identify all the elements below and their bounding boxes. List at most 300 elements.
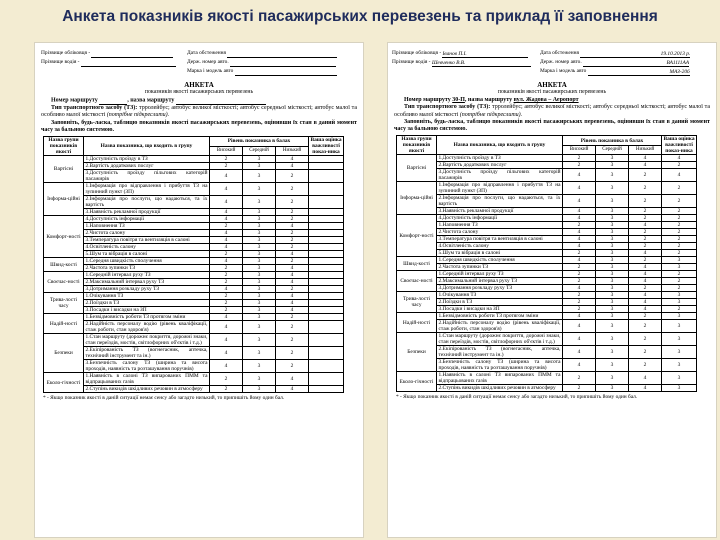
level-high: 2 xyxy=(563,278,596,285)
level-high: 4 xyxy=(563,320,596,333)
route-number-field[interactable]: 30-П xyxy=(452,97,465,103)
driver-field[interactable]: Шевченко В.В. xyxy=(432,59,531,67)
indicator-name: 2.Ступінь викидів шкідливих речовин в атмосферу xyxy=(84,386,210,393)
level-low: 2 xyxy=(629,169,662,182)
importance-field[interactable] xyxy=(309,216,344,223)
level-low: 2 xyxy=(276,321,309,334)
importance-field[interactable]: 4 xyxy=(662,169,697,182)
level-high: 2 xyxy=(563,222,596,229)
table-row xyxy=(397,372,697,385)
level-mid: 3 xyxy=(596,285,629,292)
group-name: Вартісні xyxy=(44,156,84,183)
importance-field[interactable]: 3 xyxy=(662,292,697,299)
table-row xyxy=(44,347,344,360)
indicator-name: 3.Посадки і висадки на ЗП xyxy=(437,306,563,313)
indicator-name: 1.Інформація про відправлення і прибуття ТЗ на зупинний пункт (ЗП) xyxy=(85,183,208,196)
importance-field[interactable] xyxy=(309,286,344,293)
footnote: * - Якщо показник якості в даній ситуації немає сенсу або загадто низький, то припишіть йому один бал. xyxy=(396,394,638,401)
table-row xyxy=(44,183,344,196)
importance-field[interactable]: 3 xyxy=(662,257,697,264)
table-row xyxy=(397,243,697,250)
level-mid: 3 xyxy=(596,236,629,243)
table-row xyxy=(44,163,344,170)
level-mid: 3 xyxy=(596,182,629,195)
importance-field[interactable] xyxy=(309,163,344,170)
level-mid: 3 xyxy=(596,222,629,229)
indicator-name: 1.Стан маршруту (дорожнє покриття, дорожні знаки, стан переїздів, мостів, світлофорних об'єктів і т.д.) xyxy=(438,333,561,346)
indicator-name: 3.Температура повітря та вентиляція в салоні xyxy=(84,237,210,244)
table-row xyxy=(44,156,344,163)
level-high: 2 xyxy=(563,155,596,162)
level-high: 2 xyxy=(563,292,596,299)
level-low: 2 xyxy=(276,230,309,237)
date-field[interactable] xyxy=(227,50,337,58)
level-mid: 3 xyxy=(596,306,629,313)
level-high: 4 xyxy=(563,182,596,195)
level-low: 4 xyxy=(276,307,309,314)
plate-label: Держ. номер авто. xyxy=(540,59,582,65)
importance-field[interactable]: 2 xyxy=(662,182,697,195)
level-mid: 3 xyxy=(243,293,276,300)
instruction: Заповніть, будь-ласка, таблицю показників якості пасажирських перевезень, оцінивши їх стан в даний момент часу за бальною системою. xyxy=(394,118,710,133)
level-high: 4 xyxy=(563,208,596,215)
anketa-title: АНКЕТА xyxy=(537,81,567,89)
importance-field[interactable] xyxy=(309,347,344,360)
importance-field[interactable]: 2 xyxy=(662,250,697,257)
level-high: 2 xyxy=(563,271,596,278)
indicator-name: 2.Ступінь викидів шкідливих речовин в атмосферу xyxy=(437,385,563,392)
importance-field[interactable] xyxy=(309,265,344,272)
importance-field[interactable] xyxy=(309,196,344,209)
level-mid: 3 xyxy=(596,385,629,392)
table-row xyxy=(397,182,697,195)
level-low: 2 xyxy=(276,334,309,347)
header-high: Високий xyxy=(210,146,243,156)
level-high: 4 xyxy=(210,183,243,196)
importance-field[interactable]: 3 xyxy=(662,359,697,372)
table-row xyxy=(44,251,344,258)
plate-field[interactable]: ВА1111АА xyxy=(583,59,689,67)
level-low: 2 xyxy=(276,314,309,321)
level-mid: 3 xyxy=(596,195,629,208)
indicator-name: 2.Інформація про послуги, що надаються, та їх вартість xyxy=(438,195,561,208)
table-row xyxy=(44,360,344,373)
route-number-field[interactable] xyxy=(99,97,127,105)
instruction: Заповніть, будь-ласка, таблицю показників якості пасажирських перевезень, оцінивши їх стан в даний момент часу за бальною системою. xyxy=(41,119,357,133)
importance-field[interactable] xyxy=(309,223,344,230)
table-row xyxy=(44,258,344,265)
level-low: 2 xyxy=(276,347,309,360)
level-mid: 3 xyxy=(596,333,629,346)
indicator-name: 3.Безпечність салону ТЗ (ширина та висота проходів, наявність та розташування поручнів) xyxy=(85,360,208,373)
header-low: Низький xyxy=(629,145,662,155)
table-row xyxy=(397,195,697,208)
group-name: Своєчас-ності xyxy=(397,271,437,292)
table-row xyxy=(397,385,697,392)
route-name-field[interactable]: вул. Жадова – Аеропорт xyxy=(513,97,579,103)
date-field[interactable]: 19.10.2013 р. xyxy=(580,50,690,58)
plate-field[interactable] xyxy=(230,59,336,67)
indicator-name: 2.Надійність персоналу водію (рівень кваліфікації, стаж роботи, стан здоров'я) xyxy=(85,321,208,334)
route-label: Номер маршруту xyxy=(51,97,98,104)
indicator-name: 2.Поїздки в ТЗ xyxy=(437,299,563,306)
importance-field[interactable] xyxy=(309,230,344,237)
importance-field[interactable]: 2 xyxy=(662,285,697,292)
importance-field[interactable]: 2 xyxy=(662,243,697,250)
level-high: 4 xyxy=(563,215,596,222)
model-field[interactable]: МАЗ-206 xyxy=(588,68,690,76)
level-high: 2 xyxy=(210,307,243,314)
model-field[interactable] xyxy=(235,68,337,76)
level-low: 2 xyxy=(629,313,662,320)
importance-field[interactable] xyxy=(309,293,344,300)
importance-field[interactable] xyxy=(309,314,344,321)
level-mid: 3 xyxy=(596,215,629,222)
importance-field[interactable]: 3 xyxy=(662,333,697,346)
level-low: 2 xyxy=(276,258,309,265)
importance-field[interactable]: 2 xyxy=(662,229,697,236)
level-high: 4 xyxy=(210,209,243,216)
importance-field[interactable]: 3 xyxy=(662,264,697,271)
accountant-field[interactable] xyxy=(91,50,173,58)
table-row xyxy=(397,313,697,320)
vehicle-type-label: Тип транспортного засобу (ТЗ): xyxy=(51,105,138,111)
level-mid: 3 xyxy=(243,265,276,272)
table-row xyxy=(397,229,697,236)
importance-field[interactable] xyxy=(309,279,344,286)
vehicle-note: (потрібне підкреслити). xyxy=(459,111,523,118)
importance-field[interactable]: 2 xyxy=(662,162,697,169)
accountant-field[interactable]: Іванов П.І. xyxy=(442,50,528,58)
level-mid: 3 xyxy=(243,286,276,293)
group-name: Надій-ності xyxy=(397,313,437,333)
indicator-name: 2.Максимальний інтервал руху ТЗ xyxy=(437,278,563,285)
importance-field[interactable]: 2 xyxy=(662,222,697,229)
indicator-name: 2.Чистота салону xyxy=(437,229,563,236)
table-row xyxy=(397,346,697,359)
table-row xyxy=(397,208,697,215)
table-row xyxy=(44,244,344,251)
level-high: 2 xyxy=(210,300,243,307)
table-row xyxy=(44,230,344,237)
level-low: 2 xyxy=(276,209,309,216)
level-high: 4 xyxy=(210,216,243,223)
group-name: Трива-лості часу xyxy=(397,292,437,313)
table-row xyxy=(44,279,344,286)
level-high: 2 xyxy=(563,306,596,313)
indicator-name: 2.Чистота салону xyxy=(84,230,210,237)
level-mid: 3 xyxy=(243,230,276,237)
date-label: Дата обстеження xyxy=(187,50,226,56)
importance-field[interactable]: 3 xyxy=(662,385,697,392)
group-name: Еколо-гічності xyxy=(44,373,84,393)
level-high: 2 xyxy=(210,163,243,170)
indicator-name: 1.Середня швидкість сполучення xyxy=(84,258,210,265)
level-low: 2 xyxy=(276,286,309,293)
importance-field[interactable] xyxy=(309,209,344,216)
level-high: 4 xyxy=(210,170,243,183)
table-row xyxy=(44,209,344,216)
level-high: 4 xyxy=(563,359,596,372)
level-high: 2 xyxy=(210,279,243,286)
indicator-name: 2.Максимальний інтервал руху ТЗ xyxy=(84,279,210,286)
importance-field[interactable]: 2 xyxy=(662,306,697,313)
importance-field[interactable] xyxy=(309,334,344,347)
importance-field[interactable]: 2 xyxy=(662,195,697,208)
level-low: 4 xyxy=(276,279,309,286)
level-high: 2 xyxy=(210,251,243,258)
group-name: Трива-лості часу xyxy=(44,293,84,314)
importance-field[interactable] xyxy=(309,386,344,393)
importance-field[interactable] xyxy=(309,244,344,251)
indicator-name: 3.Посадки і висадки на ЗП xyxy=(84,307,210,314)
importance-field[interactable]: 3 xyxy=(662,320,697,333)
table-row xyxy=(44,216,344,223)
level-low: 2 xyxy=(276,170,309,183)
route-name-field[interactable] xyxy=(176,97,266,105)
level-mid: 3 xyxy=(243,209,276,216)
importance-field[interactable] xyxy=(309,300,344,307)
level-mid: 3 xyxy=(243,373,276,386)
importance-field[interactable]: 2 xyxy=(662,236,697,243)
level-high: 2 xyxy=(210,386,243,393)
anketa-title: АНКЕТА xyxy=(184,81,214,89)
driver-label: Прізвище водія - xyxy=(392,59,431,65)
indicator-name: 1.Середній інтервал руху ТЗ xyxy=(437,271,563,278)
importance-field[interactable] xyxy=(309,156,344,163)
header-indicator: Назва показника, що входить в групу xyxy=(437,136,563,155)
table-row xyxy=(397,162,697,169)
driver-field[interactable] xyxy=(81,59,176,67)
level-mid: 3 xyxy=(243,272,276,279)
indicator-name: 1.Середня швидкість сполучення xyxy=(437,257,563,264)
indicator-name: 4.Доступність інформації xyxy=(84,216,210,223)
group-name: Інформа-ційні xyxy=(397,182,437,215)
level-high: 2 xyxy=(210,373,243,386)
indicator-name: 3.Дотримання розкладу руху ТЗ xyxy=(84,286,210,293)
level-low: 2 xyxy=(276,196,309,209)
indicator-name: 2.Екіпірованість ТЗ (вогнегасник, аптечка, технічний інструмент та ін.) xyxy=(85,347,208,360)
route-name-label: , назва маршруту xyxy=(464,97,513,103)
level-mid: 3 xyxy=(243,300,276,307)
table-row xyxy=(397,271,697,278)
table-row xyxy=(44,272,344,279)
indicator-name: 2.Частота зупинки ТЗ xyxy=(84,265,210,272)
level-low: 4 xyxy=(629,292,662,299)
level-high: 4 xyxy=(563,257,596,264)
indicator-name: 1.Наповнення ТЗ xyxy=(84,223,210,230)
level-high: 2 xyxy=(210,156,243,163)
group-name: Комфорт-ності xyxy=(44,216,84,258)
indicator-name: 2.Екіпірованість ТЗ (вогнегасник, аптечка, технічний інструмент та ін.) xyxy=(438,346,561,359)
group-name: Безпеки xyxy=(44,334,84,373)
importance-field[interactable]: 2 xyxy=(662,215,697,222)
level-low: 2 xyxy=(629,285,662,292)
level-low: 4 xyxy=(276,272,309,279)
table-row xyxy=(397,333,697,346)
group-name: Швид-кості xyxy=(397,257,437,271)
level-mid: 3 xyxy=(243,279,276,286)
level-high: 4 xyxy=(210,360,243,373)
header-level: Рівень показника в балах xyxy=(563,136,662,146)
importance-field[interactable]: 3 xyxy=(662,372,697,385)
indicator-name: 4.Доступність інформації xyxy=(437,215,563,222)
importance-field[interactable] xyxy=(309,258,344,265)
level-high: 4 xyxy=(563,229,596,236)
importance-field[interactable] xyxy=(309,360,344,373)
level-high: 4 xyxy=(210,196,243,209)
level-high: 4 xyxy=(563,236,596,243)
level-high: 2 xyxy=(210,272,243,279)
table-row xyxy=(44,286,344,293)
level-low: 2 xyxy=(276,216,309,223)
level-low: 2 xyxy=(629,195,662,208)
importance-field[interactable] xyxy=(309,321,344,334)
indicator-name: 1.Очікування ТЗ xyxy=(84,293,210,300)
indicator-name: 3.Доступність проїзду пільгових категорій пасажирів xyxy=(438,169,561,182)
table-row xyxy=(44,170,344,183)
level-mid: 3 xyxy=(243,170,276,183)
indicator-name: 3.Доступність проїзду пільгових категорій пасажирів xyxy=(85,170,208,183)
level-low: 4 xyxy=(276,386,309,393)
table-row xyxy=(397,320,697,333)
level-mid: 3 xyxy=(243,244,276,251)
indicator-name: 3.Дотримання розкладу руху ТЗ xyxy=(437,285,563,292)
importance-field[interactable]: 3 xyxy=(662,313,697,320)
table-row xyxy=(44,265,344,272)
level-low: 2 xyxy=(276,183,309,196)
header-level: Рівень показника в балах xyxy=(210,137,309,147)
level-low: 4 xyxy=(276,223,309,230)
table-body xyxy=(44,156,344,393)
group-name: Інформа-ційні xyxy=(44,183,84,216)
level-mid: 3 xyxy=(243,334,276,347)
indicator-name: 2.Частота зупинки ТЗ xyxy=(437,264,563,271)
importance-field[interactable] xyxy=(309,251,344,258)
indicator-name: 1.Стан маршруту (дорожнє покриття, дорожні знаки, стан переїздів, мостів, світлофорних об'єктів і т.д.) xyxy=(85,334,208,347)
indicator-name: 1.Безвідмовність роботи ТЗ протягом зміни xyxy=(437,313,563,320)
table-row xyxy=(44,223,344,230)
level-low: 4 xyxy=(276,265,309,272)
level-low: 4 xyxy=(629,372,662,385)
level-high: 4 xyxy=(210,347,243,360)
level-high: 4 xyxy=(210,314,243,321)
table-row xyxy=(397,306,697,313)
importance-field[interactable]: 4 xyxy=(662,155,697,162)
importance-field[interactable] xyxy=(309,237,344,244)
table-row xyxy=(397,215,697,222)
level-mid: 3 xyxy=(243,196,276,209)
level-low: 4 xyxy=(629,299,662,306)
indicator-name: 1.Інформація про відправлення і прибуття ТЗ на зупинний пункт (ЗП) xyxy=(438,182,561,195)
level-mid: 3 xyxy=(596,169,629,182)
header-mid: Середній xyxy=(243,146,276,156)
indicator-name: 2.Вартість додаткових послуг xyxy=(437,162,563,169)
level-high: 2 xyxy=(563,385,596,392)
importance-field[interactable] xyxy=(309,170,344,183)
importance-field[interactable]: 3 xyxy=(662,346,697,359)
importance-field[interactable]: 2 xyxy=(662,278,697,285)
importance-field[interactable] xyxy=(309,307,344,314)
indicator-name: 3.Температура повітря та вентиляція в салоні xyxy=(437,236,563,243)
level-high: 4 xyxy=(563,285,596,292)
level-high: 4 xyxy=(210,237,243,244)
level-mid: 3 xyxy=(596,155,629,162)
filled-form xyxy=(387,42,717,538)
importance-field[interactable] xyxy=(309,373,344,386)
level-mid: 3 xyxy=(596,257,629,264)
level-low: 4 xyxy=(629,155,662,162)
level-high: 2 xyxy=(563,162,596,169)
level-high: 2 xyxy=(210,223,243,230)
level-mid: 3 xyxy=(596,162,629,169)
level-low: 4 xyxy=(629,264,662,271)
level-mid: 3 xyxy=(596,359,629,372)
form-header xyxy=(35,43,363,79)
table-row xyxy=(397,155,697,162)
importance-field[interactable]: 2 xyxy=(662,271,697,278)
level-low: 2 xyxy=(276,244,309,251)
level-low: 4 xyxy=(629,162,662,169)
accountant-label: Прізвище обліковця - xyxy=(392,50,442,56)
table-row xyxy=(397,257,697,264)
header-indicator: Назва показника, що входить в групу xyxy=(84,137,210,156)
table-row xyxy=(397,264,697,271)
level-low: 4 xyxy=(629,385,662,392)
quality-table xyxy=(43,136,344,393)
form-header xyxy=(388,43,716,79)
level-low: 2 xyxy=(629,333,662,346)
vehicle-note: (потрібне підкреслити). xyxy=(106,112,170,119)
plate-label: Держ. номер авто. xyxy=(187,59,229,65)
group-name: Швид-кості xyxy=(44,258,84,272)
indicator-name: 1.Середній інтервал руху ТЗ xyxy=(84,272,210,279)
header-group: Назва групи показників якості xyxy=(44,137,84,156)
table-row xyxy=(397,222,697,229)
anketa-subtitle: показників якості пасажирських перевезень xyxy=(144,89,254,95)
level-low: 4 xyxy=(629,306,662,313)
importance-field[interactable] xyxy=(309,183,344,196)
level-mid: 3 xyxy=(243,163,276,170)
level-mid: 3 xyxy=(596,292,629,299)
route-name-label: , назва маршруту xyxy=(127,97,175,104)
level-mid: 3 xyxy=(596,372,629,385)
header-low: Низький xyxy=(276,146,309,156)
model-label: Марка і модель авто xyxy=(187,68,234,74)
level-mid: 3 xyxy=(243,183,276,196)
table-row xyxy=(44,196,344,209)
level-low: 4 xyxy=(629,250,662,257)
level-high: 2 xyxy=(210,293,243,300)
indicator-name: 3.Безпечність салону ТЗ (ширина та висота проходів, наявність та розташування поручнів) xyxy=(438,359,561,372)
importance-field[interactable]: 2 xyxy=(662,208,697,215)
importance-field[interactable] xyxy=(309,272,344,279)
importance-field[interactable]: 3 xyxy=(662,299,697,306)
table-row xyxy=(44,373,344,386)
table-row xyxy=(44,307,344,314)
level-low: 4 xyxy=(629,271,662,278)
group-name: Вартісні xyxy=(397,155,437,182)
level-low: 4 xyxy=(276,300,309,307)
level-mid: 3 xyxy=(596,243,629,250)
level-mid: 3 xyxy=(596,208,629,215)
level-high: 2 xyxy=(563,372,596,385)
indicator-name: 5.Шум та вібрація в салоні xyxy=(437,250,563,257)
indicator-name: 3.Наявність рекламної продукції xyxy=(84,209,210,216)
route-info xyxy=(388,96,716,135)
level-high: 2 xyxy=(563,250,596,257)
header-high: Високий xyxy=(563,145,596,155)
